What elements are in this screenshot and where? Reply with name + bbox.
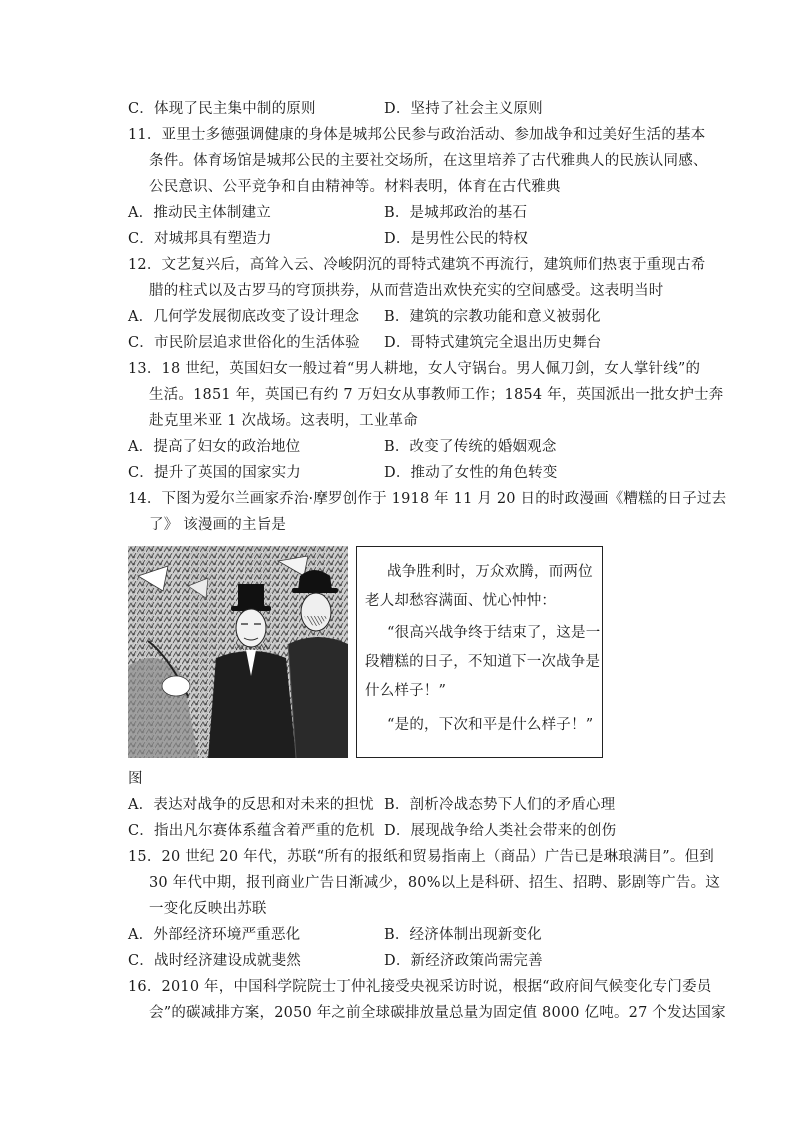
- q14-stem-line-1: 14．下图为爱尔兰画家乔治·摩罗创作于 1918 年 11 月 20 日的时政漫画《糟糕的日子过去: [128, 491, 727, 507]
- q15-option-b: B．经济体制出现新变化: [384, 927, 542, 943]
- q11-option-c: C．对城邦具有塑造力: [128, 231, 272, 247]
- q13-option-d: D．推动了女性的角色转变: [384, 465, 558, 481]
- q11-option-d: D．是男性公民的特权: [384, 231, 529, 247]
- q12-option-a: A．几何学发展彻底改变了设计理念: [128, 309, 360, 325]
- figure-label: 图: [128, 771, 143, 787]
- q15-option-d: D．新经济政策尚需完善: [384, 953, 543, 969]
- q14-option-d: D．展现战争给人类社会带来的创伤: [384, 823, 617, 839]
- caption-line-6: “是的，下次和平是什么样子！”: [387, 717, 594, 733]
- q15-stem-line-2: 30 年代中期，报刊商业广告日渐减少，80%以上是科研、招生、招聘、影剧等广告。这: [149, 875, 720, 891]
- q13-option-b: B．改变了传统的婚姻观念: [384, 439, 557, 455]
- q14-option-b: B．剖析冷战态势下人们的矛盾心理: [384, 797, 616, 813]
- q10-option-d: D．坚持了社会主义原则: [384, 101, 543, 117]
- q10-option-c: C．体现了民主集中制的原则: [128, 101, 316, 117]
- q15-stem-line-3: 一变化反映出苏联: [149, 901, 267, 917]
- caption-line-5: 什么样子！”: [365, 683, 447, 699]
- q11-stem-line-3: 公民意识、公平竞争和自由精神等。材料表明，体育在古代雅典: [149, 179, 561, 195]
- caption-line-2: 老人却愁容满面、忧心忡忡：: [365, 593, 557, 609]
- q12-stem-line-2: 腊的柱式以及古罗马的穹顶拱券，从而营造出欢快充实的空间感受。这表明当时: [149, 283, 664, 299]
- q11-option-b: B．是城邦政治的基石: [384, 205, 528, 221]
- q14-option-c: C．指出凡尔赛体系蕴含着严重的危机: [128, 823, 375, 839]
- q13-option-c: C．提升了英国的国家实力: [128, 465, 301, 481]
- q12-stem-line-1: 12．文艺复兴后，高耸入云、冷峻阴沉的哥特式建筑不再流行，建筑师们热衷于重现古希: [128, 257, 706, 273]
- q11-stem-line-2: 条件。体育场馆是城邦公民的主要社交场所，在这里培养了古代雅典人的民族认同感、: [149, 153, 708, 169]
- q14-option-a: A．表达对战争的反思和对未来的担忧: [128, 797, 374, 813]
- cartoon-illustration: [128, 546, 348, 758]
- caption-line-1: 战争胜利时，万众欢腾，而两位: [387, 564, 593, 580]
- caption-line-3: “很高兴战争终于结束了，这是一: [387, 625, 601, 641]
- q13-option-a: A．提高了妇女的政治地位: [128, 439, 301, 455]
- q12-option-b: B．建筑的宗教功能和意义被弱化: [384, 309, 601, 325]
- q15-option-a: A．外部经济环境严重恶化: [128, 927, 301, 943]
- q12-option-d: D．哥特式建筑完全退出历史舞台: [384, 335, 602, 351]
- q13-stem-line-3: 赴克里米亚 1 次战场。这表明，工业革命: [149, 413, 418, 429]
- q11-option-a: A．推动民主体制建立: [128, 205, 271, 221]
- q13-stem-line-1: 13．18 世纪，英国妇女一般过着“男人耕地，女人守锅台。男人佩刀剑，女人掌针线”的: [128, 361, 701, 377]
- q15-option-c: C．战时经济建设成就斐然: [128, 953, 301, 969]
- q16-stem-line-2: 会”的碳减排方案，2050 年之前全球碳排放量总量为固定值 8000 亿吨。27 个发达国家: [149, 1005, 726, 1021]
- q15-stem-line-1: 15．20 世纪 20 年代，苏联“所有的报纸和贸易指南上（商品）广告已是琳琅满目”。但到: [128, 849, 715, 865]
- caption-line-4: 段糟糕的日子，不知道下一次战争是: [365, 654, 601, 670]
- q14-stem-line-2: 了》 该漫画的主旨是: [149, 517, 287, 533]
- q16-stem-line-1: 16．2010 年，中国科学院院士丁仲礼接受央视采访时说，根据“政府间气候变化专门委员: [128, 979, 712, 995]
- cartoon-caption-box: [356, 546, 603, 758]
- q12-option-c: C．市民阶层追求世俗化的生活体验: [128, 335, 360, 351]
- q13-stem-line-2: 生活。1851 年，英国已有约 7 万妇女从事教师工作；1854 年，英国派出一批女护士奔: [149, 387, 724, 403]
- q11-stem-line-1: 11．亚里士多德强调健康的身体是城邦公民参与政治活动、参加战争和过美好生活的基本: [128, 127, 706, 143]
